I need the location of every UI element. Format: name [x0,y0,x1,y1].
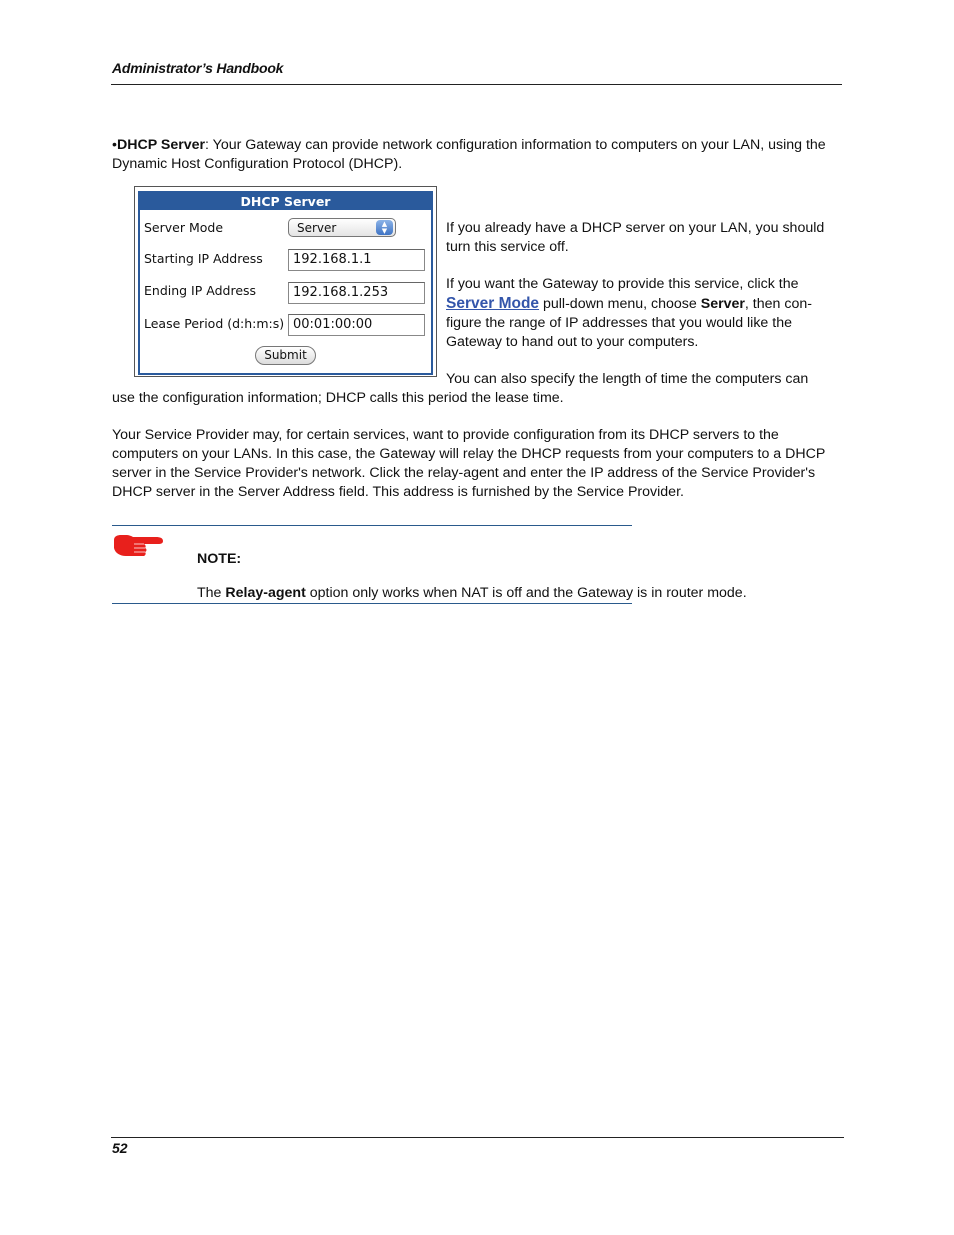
dhcp-server-panel [138,191,433,375]
note-label: NOTE: [197,551,242,567]
side-paragraph-lease: You can also specify the length of time the computers can [446,371,809,387]
bullet: • [112,137,117,153]
footer-divider [111,1137,844,1138]
dhcp-server-screenshot [134,186,437,377]
side-p2-text-a: If you want the Gateway to provide this service, click the [446,276,799,292]
service-provider-paragraph: Your Service Provider may, for certain services, want to provide configuration from its DHCP servers to the computers on your LANs. In this case, the Gateway will relay the DHCP requests from your computers to a DHCP server in the Service Provider's network. Click the relay-agent and enter the IP address of the Service Provider's DHCP server in the Server Address field. This address is furnished by the Service Provider. [112,427,826,500]
dhcp-server-term: DHCP Server [116,137,206,153]
ending-ip-label: Ending IP Address [144,283,257,298]
server-mode-link[interactable]: Server Mode [446,295,540,312]
lease-period-input[interactable]: 00:01:00:00 [288,314,425,336]
page-number: 52 [112,1140,128,1156]
relay-agent-term: Relay-agent [225,585,306,601]
pointing-hand-icon [112,532,166,558]
server-mode-value: Server [297,221,337,235]
side-paragraph-server-mode [446,275,846,352]
note-divider-bottom [112,603,632,604]
dhcp-intro-paragraph [112,136,842,174]
server-mode-select[interactable] [288,218,396,237]
note-divider-top [112,525,632,526]
starting-ip-input[interactable]: 192.168.1.1 [288,249,425,271]
starting-ip-label: Starting IP Address [144,251,263,266]
dhcp-intro-text: : Your Gateway can provide network configuration information to computers on your LAN, using the Dynamic Host Configuration Protocol (DHCP). [112,137,826,172]
header-divider [111,84,842,85]
note-text-a: The [197,585,226,601]
note-text [197,584,747,603]
submit-button[interactable]: Submit [255,346,316,365]
lease-continuation: use the configuration information; DHCP calls this period the lease time. [112,390,564,406]
side-paragraph-existing-server: If you already have a DHCP server on your LAN, you should turn this service off. [446,220,825,255]
note-text-b: option only works when NAT is off and the Gateway is in router mode. [305,585,747,601]
side-p2-text-c: , then con-figure the range of IP addresses that you would like the Gateway to hand out to your computers. [446,296,812,350]
server-bold-term: Server [700,296,745,312]
side-p2-text-b: pull-down menu, choose [539,296,701,312]
server-mode-label: Server Mode [144,220,224,235]
ending-ip-input[interactable]: 192.168.1.253 [288,282,425,304]
panel-title: DHCP Server [140,193,431,210]
lease-period-label: Lease Period (d:h:m:s) [144,316,285,331]
page-header-title: Administrator’s Handbook [112,60,284,76]
select-arrows-icon: ▲ ▼ [376,220,393,235]
